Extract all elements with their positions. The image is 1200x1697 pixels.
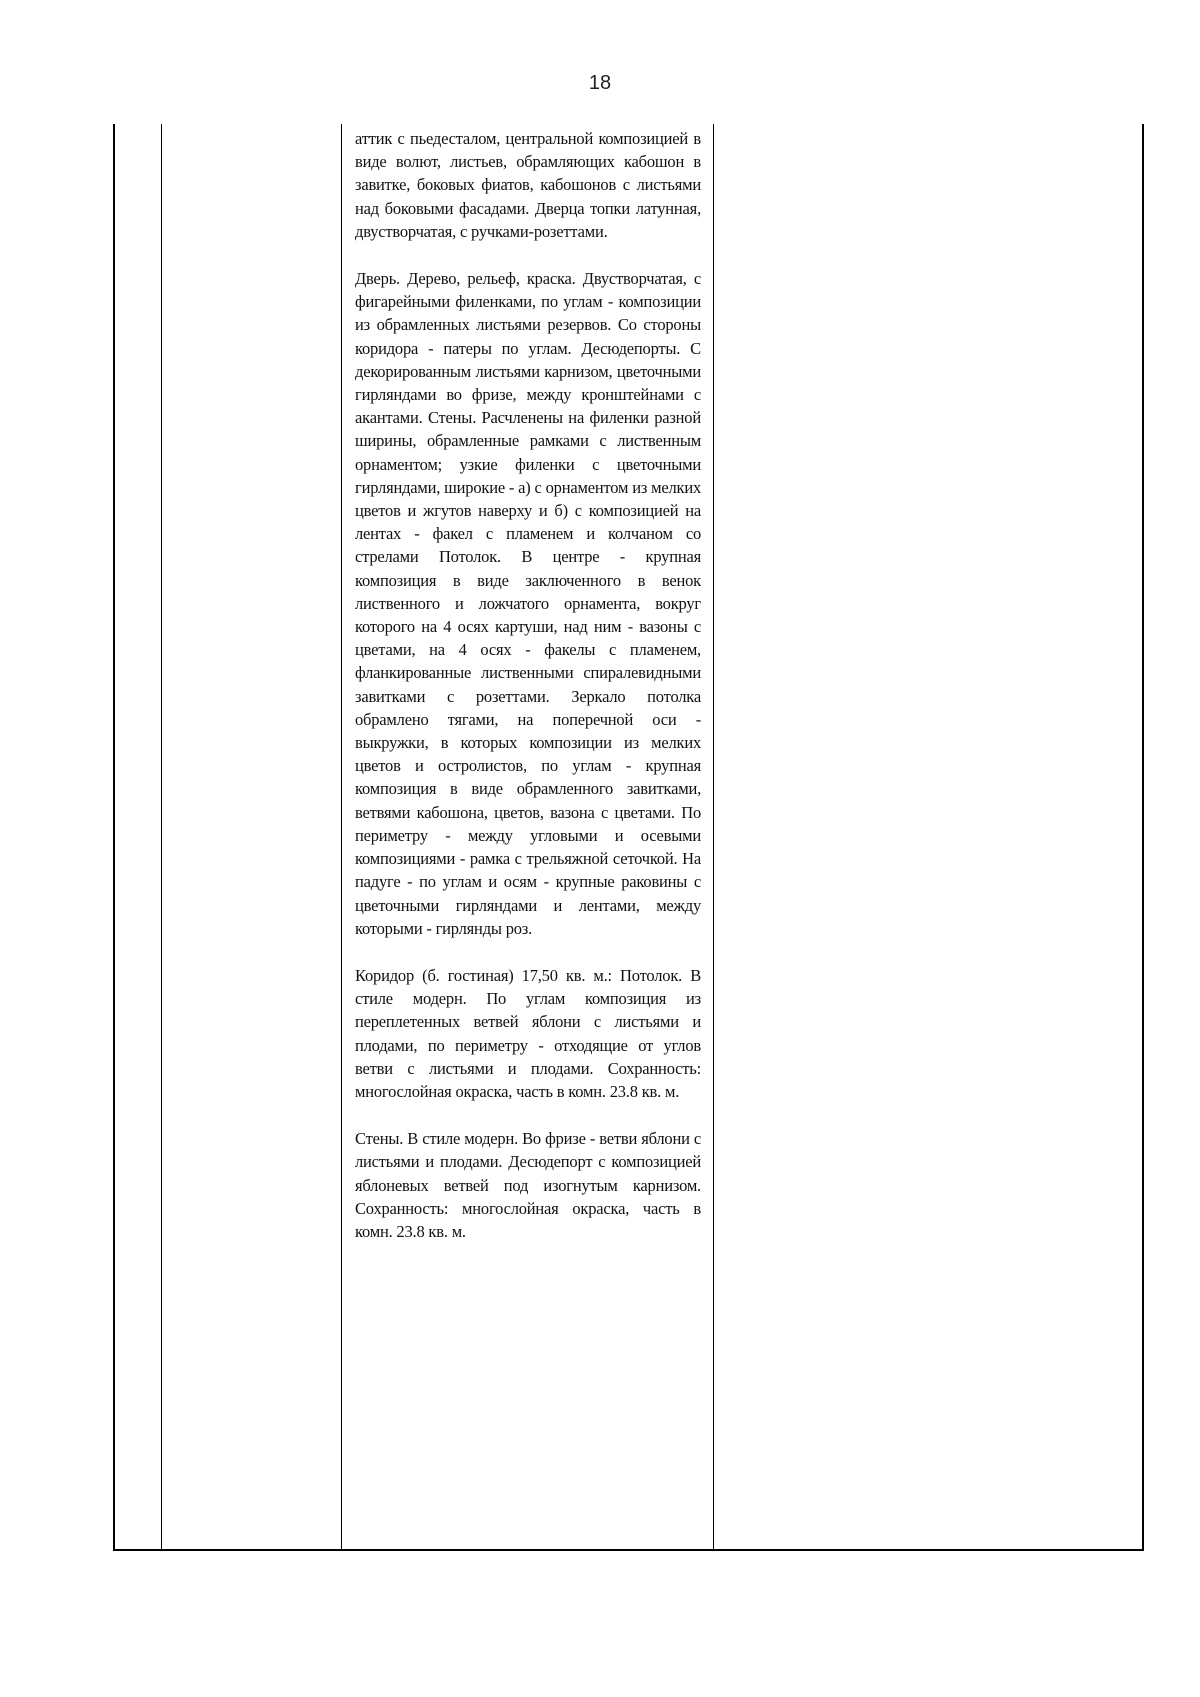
table [113, 124, 1144, 1551]
table-bottom-border [113, 1549, 1144, 1551]
table-right-border [1142, 124, 1144, 1551]
column-divider-1 [161, 124, 162, 1551]
description-cell [355, 127, 701, 1267]
column-divider-3 [713, 124, 714, 1551]
description-paragraph-door: Дверь. Дерево, рельеф, краска. Двустворчатая, с фигарейными филенками, по углам - композиции из обрамленных листьями резервов. Со стороны коридора - патеры по углам. Десюдепорты. С декорированным листьями карнизом, цветочными гирляндами во фризе, между кронштейнами с акантами. Стены. Расчленены на филенки разной ширины, обрамленные рамками с лиственным орнаментом; узкие филенки с цветочными гирляндами, широкие - а) с орнаментом из мелких цветов и жгутов наверху и б) с композицией на лентах - факел с пламенем и колчаном со стрелами Потолок. В центре - крупная композиция в виде заключенного в венок лиственного и ложчатого орнамента, вокруг которого на 4 осях картуши, над ним - вазоны с цветами, на 4 осях - факелы с пламенем, фланкированные лиственными спиралевидными завитками с розеттами. Зеркало потолка обрамлено тягами, на поперечной оси - выкружки, в которых композиции из мелких цветов и остролистов, по углам - крупная композиция в виде обрамленного завитками, ветвями кабошона, цветов, вазона с цветами. По периметру - между угловыми и осевыми композициями - рамка с трельяжной сеточкой. На падуге - по углам и осям - крупные раковины с цветочными гирляндами и лентами, между которыми - гирлянды роз. [355, 269, 701, 938]
table-left-border [113, 124, 115, 1551]
column-divider-2 [341, 124, 342, 1551]
description-paragraph-attic: аттик с пьедесталом, центральной композицией в виде волют, листьев, обрамляющих кабошон в завитке, боковых фиатов, кабошонов с листьями над боковыми фасадами. Дверца топки латунная, двустворчатая, с ручками-розеттами. [355, 129, 701, 241]
description-paragraph-corridor-walls: Стены. В стиле модерн. Во фризе - ветви яблони с листьями и плодами. Десюдепорт с композицией яблоневых ветвей под изогнутым карнизом. Сохранность: многослойная окраска, часть в комн. 23.8 кв. м. [355, 1129, 701, 1241]
description-paragraph-corridor-ceiling: Коридор (б. гостиная) 17,50 кв. м.: Потолок. В стиле модерн. По углам композиция из переплетенных ветвей яблони с листьями и плодами, по периметру - отходящие от углов ветви с листьями и плодами. Сохранность: многослойная окраска, часть в комн. 23.8 кв. м. [355, 965, 701, 1101]
page-number: 18 [588, 72, 612, 94]
